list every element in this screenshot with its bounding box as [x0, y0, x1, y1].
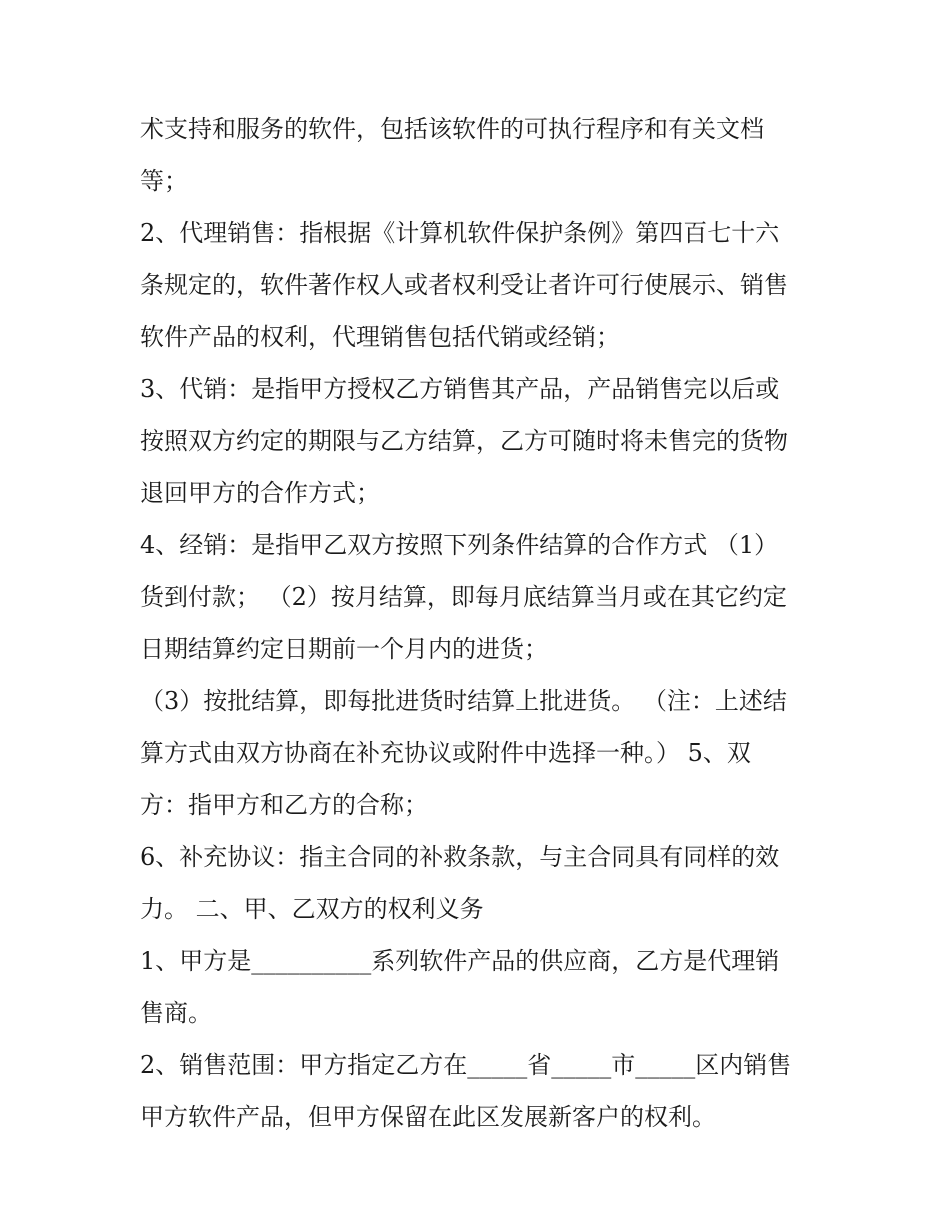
text-line: 4、经销：是指甲乙双方按照下列条件结算的合作方式 （1） — [140, 531, 779, 559]
text-line: 按照双方约定的期限与乙方结算，乙方可随时将未售完的货物 — [140, 427, 788, 455]
text-line: 售商。 — [140, 999, 212, 1027]
text-line: 1、甲方是__________系列软件产品的供应商，乙方是代理销 — [140, 947, 780, 975]
text-line: 力。 二、甲、乙双方的权利义务 — [140, 895, 484, 923]
text-line: 日期结算约定日期前一个月内的进货； — [140, 635, 548, 663]
text-line: 6、补充协议：指主合同的补救条款，与主合同具有同样的效 — [140, 843, 780, 871]
text-line: 2、代理销售：指根据《计算机软件保护条例》第四百七十六 — [140, 219, 780, 247]
text-line: 货到付款； （2）按月结算，即每月底结算当月或在其它约定 — [140, 583, 787, 611]
text-line: 2、销售范围：甲方指定乙方在_____省_____市_____区内销售 — [140, 1051, 792, 1079]
text-line: 等； — [140, 167, 188, 195]
text-line: 甲方软件产品，但甲方保留在此区发展新客户的权利。 — [140, 1103, 716, 1131]
text-line: 软件产品的权利，代理销售包括代销或经销； — [140, 323, 620, 351]
text-line: 算方式由双方协商在补充协议或附件中选择一种。） 5、双 — [140, 739, 751, 767]
text-line: 条规定的，软件著作权人或者权利受让者许可行使展示、销售 — [140, 271, 788, 299]
text-line: 退回甲方的合作方式； — [140, 479, 380, 507]
text-line: 方：指甲方和乙方的合称； — [140, 791, 428, 819]
text-line: 术支持和服务的软件，包括该软件的可执行程序和有关文档 — [140, 115, 764, 143]
text-line: （3）按批结算，即每批进货时结算上批进货。 （注：上述结 — [140, 687, 787, 715]
document-body — [140, 103, 820, 1143]
text-line: 3、代销：是指甲方授权乙方销售其产品，产品销售完以后或 — [140, 375, 780, 403]
